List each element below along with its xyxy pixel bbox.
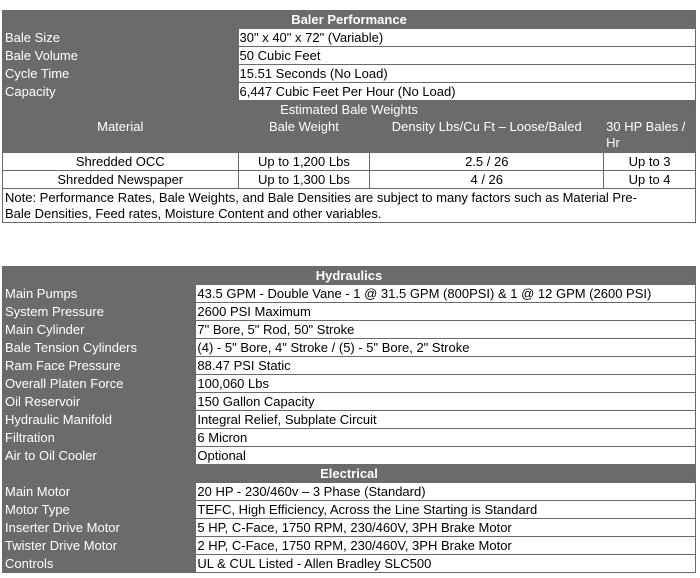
spec-label: Inserter Drive Motor (3, 519, 196, 537)
spec-value: Integral Relief, Subplate Circuit (196, 411, 696, 429)
spec-value: 6 Micron (196, 429, 696, 447)
spec-row (3, 519, 696, 537)
bale-weights-title: Estimated Bale Weights (3, 101, 696, 119)
spec-row (3, 429, 696, 447)
spec-value: 20 HP - 230/460v – 3 Phase (Standard) (196, 483, 696, 501)
spec-value: UL & CUL Listed - Allen Bradley SLC500 (196, 555, 696, 573)
spec-value: 6,447 Cubic Feet Per Hour (No Load) (238, 83, 695, 101)
material-cell: Shredded OCC (3, 153, 239, 171)
spec-label: Motor Type (3, 501, 196, 519)
spec-value: TEFC, High Efficiency, Across the Line Starting is Standard (196, 501, 696, 519)
spec-label: Capacity (3, 83, 239, 101)
density-cell: 2.5 / 26 (370, 153, 604, 171)
bales-per-hour-cell: Up to 3 (604, 153, 696, 171)
hydraulics-electrical-table (2, 266, 696, 573)
baler-performance-title: Baler Performance (3, 11, 696, 29)
spec-row (3, 339, 696, 357)
spec-label: Main Cylinder (3, 321, 196, 339)
spec-value: 100,060 Lbs (196, 375, 696, 393)
spec-row (3, 537, 696, 555)
spec-value: 5 HP, C-Face, 1750 RPM, 230/460V, 3PH Brake Motor (196, 519, 696, 537)
baler-performance-table (2, 10, 696, 223)
spec-value: 2 HP, C-Face, 1750 RPM, 230/460V, 3PH Brake Motor (196, 537, 696, 555)
spec-value: Optional (196, 447, 696, 465)
table-row (3, 171, 696, 189)
table-title-row (3, 267, 696, 285)
spec-row (3, 483, 696, 501)
spec-value: 7" Bore, 5" Rod, 50" Stroke (196, 321, 696, 339)
density-cell: 4 / 26 (370, 171, 604, 189)
spec-value: 43.5 GPM - Double Vane - 1 @ 31.5 GPM (800PSI) & 1 @ 12 GPM (2600 PSI) (196, 285, 696, 303)
spec-row (3, 447, 696, 465)
spec-row (3, 303, 696, 321)
spec-label: Bale Size (3, 29, 239, 47)
bales-per-hour-cell: Up to 4 (604, 171, 696, 189)
table-title-row (3, 11, 696, 29)
spec-row (3, 375, 696, 393)
performance-note: Note: Performance Rates, Bale Weights, and Bale Densities are subject to many factors such as Material Pre-Bale Densities, Feed rates, Moisture Content and other variables. (3, 189, 696, 223)
bale-weight-cell: Up to 1,300 Lbs (238, 171, 370, 189)
spec-label: System Pressure (3, 303, 196, 321)
spec-row (3, 47, 696, 65)
spec-value: (4) - 5" Bore, 4" Stroke / (5) - 5" Bore, 2" Stroke (196, 339, 696, 357)
subheader-row (3, 101, 696, 119)
spec-value: 15.51 Seconds (No Load) (238, 65, 695, 83)
spec-label: Controls (3, 555, 196, 573)
column-header-bale-weight: Bale Weight (238, 119, 370, 153)
spec-label: Air to Oil Cooler (3, 447, 196, 465)
spec-row (3, 285, 696, 303)
spec-row (3, 555, 696, 573)
spec-label: Ram Face Pressure (3, 357, 196, 375)
spec-label: Overall Platen Force (3, 375, 196, 393)
spec-label: Bale Volume (3, 47, 239, 65)
spec-row (3, 83, 696, 101)
electrical-title: Electrical (3, 465, 696, 483)
spec-value: 150 Gallon Capacity (196, 393, 696, 411)
column-header-row (3, 119, 696, 153)
spec-value: 30" x 40" x 72" (Variable) (238, 29, 695, 47)
column-header-material: Material (3, 119, 239, 153)
spec-value: 50 Cubic Feet (238, 47, 695, 65)
column-header-bales-per-hour: 30 HP Bales / Hr (604, 119, 696, 153)
table-row (3, 153, 696, 171)
spec-row (3, 65, 696, 83)
spec-value: 2600 PSI Maximum (196, 303, 696, 321)
spec-label: Cycle Time (3, 65, 239, 83)
spec-label: Main Pumps (3, 285, 196, 303)
material-cell: Shredded Newspaper (3, 171, 239, 189)
table-title-row (3, 465, 696, 483)
spec-label: Filtration (3, 429, 196, 447)
bale-weight-cell: Up to 1,200 Lbs (238, 153, 370, 171)
spec-row (3, 501, 696, 519)
spec-row (3, 29, 696, 47)
spec-value: 88.47 PSI Static (196, 357, 696, 375)
spec-label: Oil Reservoir (3, 393, 196, 411)
spec-label: Twister Drive Motor (3, 537, 196, 555)
spec-row (3, 321, 696, 339)
column-header-density: Density Lbs/Cu Ft – Loose/Baled (370, 119, 604, 153)
spec-label: Bale Tension Cylinders (3, 339, 196, 357)
spec-row (3, 411, 696, 429)
spec-row (3, 393, 696, 411)
spec-label: Main Motor (3, 483, 196, 501)
hydraulics-title: Hydraulics (3, 267, 696, 285)
note-row (3, 189, 696, 223)
spec-row (3, 357, 696, 375)
spec-label: Hydraulic Manifold (3, 411, 196, 429)
